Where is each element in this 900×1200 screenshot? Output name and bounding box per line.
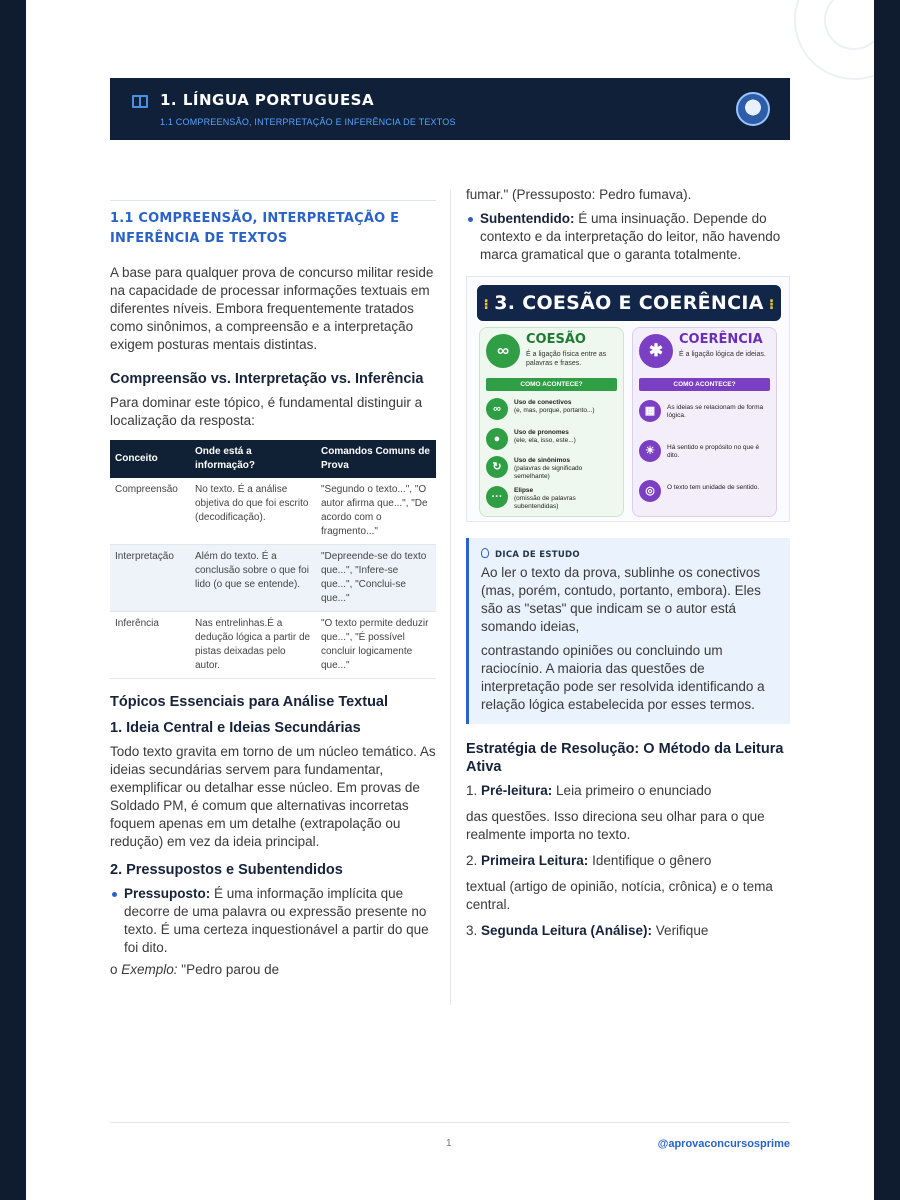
table-cell: No texto. É a análise objetiva do que foi escrito (decodificação). xyxy=(190,478,316,545)
study-tip-box xyxy=(466,538,790,724)
step-3: 3. Segunda Leitura (Análise): Verifique xyxy=(466,923,709,938)
table-cell: "O texto permite deduzir que...", "É possível concluir logicamente que..." xyxy=(316,612,436,679)
study-tip-paragraph-1: Ao ler o texto da prova, sublinhe os conectivos (mas, porém, contudo, portanto, embora). Eles são as "setas" que indicam se o autor está somando ideias, xyxy=(481,565,761,634)
table-cell: "Depreende-se do texto que...", "Infere-se que...", "Conclui-se que..." xyxy=(316,545,436,612)
section-title: 1.1 COMPREENSÃO, INTERPRETAÇÃO E INFERÊNCIA DE TEXTOS xyxy=(110,200,436,249)
coerencia-desc: É a ligação lógica de ideias. xyxy=(679,351,766,358)
right-column xyxy=(466,186,790,940)
brain-icon: ✱ xyxy=(639,334,673,368)
term-definition: É uma informação implícita que decorre de uma palavra ou expressão presente no texto. É uma certeza inquestionável a partir do que foi dito. xyxy=(124,886,429,955)
step-1: 1. Pré-leitura: Leia primeiro o enunciado xyxy=(466,783,712,798)
subentendido-list xyxy=(466,210,790,264)
coesao-how-bar: COMO ACONTECE? xyxy=(486,378,617,391)
intro-paragraph: A base para qualquer prova de concurso militar reside na capacidade de processar informações textuais em diferentes níveis. Embora frequentemente tratados como sinônimos, a compreensão e a interpretação exigem posturas mentais distintas. xyxy=(110,265,434,352)
comparison-table xyxy=(110,440,436,679)
table-cell: Interpretação xyxy=(110,545,190,612)
comparison-intro: Para dominar este tópico, é fundamental distinguir a localização da resposta: xyxy=(110,395,423,428)
social-handle-link[interactable]: @aprovaconcursosprime xyxy=(657,1138,790,1150)
coerencia-how-bar: COMO ACONTECE? xyxy=(639,378,770,391)
table-cell: Inferência xyxy=(110,612,190,679)
coesao-title: COESÃO xyxy=(526,332,586,347)
heading-comparison: Compreensão vs. Interpretação vs. Inferência xyxy=(110,371,424,387)
central-idea-paragraph: Todo texto gravita em torno de um núcleo temático. As ideias secundárias servem para fundamentar, exemplificar ou detalhar esse núcleo. Em provas de Soldado PM, é comum que alternativas incorretas foquem apenas em um detalhe (extrapolação ou redução) em vez da ideia principal. xyxy=(110,744,436,849)
person-icon: ● xyxy=(486,428,508,450)
table-header-cell: Conceito xyxy=(110,440,190,478)
example-label: Exemplo: xyxy=(121,962,178,977)
study-tip-label: DICA DE ESTUDO xyxy=(481,548,780,560)
refresh-icon: ↻ xyxy=(486,456,508,478)
lightbulb-icon: ☀ xyxy=(639,440,661,462)
heading-strategy: Estratégia de Resolução: O Método da Leitura Ativa xyxy=(466,741,784,775)
term-label: Pressuposto: xyxy=(124,886,211,901)
infographic-title: ⁝ 3. COESÃO E COERÊNCIA ⁝ xyxy=(477,285,781,321)
column-divider xyxy=(450,190,451,1005)
link-icon: ∞ xyxy=(486,398,508,420)
document-page xyxy=(26,0,874,1200)
page-number: 1 xyxy=(446,1138,452,1149)
target-icon: ◎ xyxy=(639,480,661,502)
coesao-item: ● Uso de pronomes (ele, ela, isso, este...) xyxy=(486,426,617,454)
continuation-text: fumar." (Pressuposto: Pedro fumava). xyxy=(466,187,692,202)
step-2: 2. Primeira Leitura: Identifique o gênero xyxy=(466,853,712,868)
list-item-presupposition xyxy=(110,885,436,957)
term-definition: É uma insinuação. Depende do contexto e da interpretação do leitor, não havendo marca gramatical que o garanta totalmente. xyxy=(480,211,781,262)
example-text: "Pedro parou de xyxy=(177,962,280,977)
dots-icon: ··· xyxy=(486,486,508,508)
table-row xyxy=(110,545,436,612)
table-row xyxy=(110,478,436,545)
example-line xyxy=(110,961,436,979)
footer-divider xyxy=(110,1122,790,1123)
chapter-title: 1. LÍNGUA PORTUGUESA xyxy=(160,91,375,109)
wolf-logo-icon xyxy=(736,92,770,126)
presupposition-list xyxy=(110,885,436,957)
study-tip-paragraph-2: contrastando opiniões ou concluindo um raciocínio. A maioria das questões de interpretação pode ser resolvida identificando a relação lógica estabelecida por esses termos. xyxy=(481,643,765,712)
table-header-row xyxy=(110,440,436,478)
coerencia-item: ▦ As ideias se relacionam de forma lógica. xyxy=(639,398,770,426)
header-banner xyxy=(110,78,790,140)
coesao-desc: É a ligação física entre as palavras e frases. xyxy=(526,351,607,367)
table-header-cell: Comandos Comuns de Prova xyxy=(316,440,436,478)
puzzle-icon: ▦ xyxy=(639,400,661,422)
table-row xyxy=(110,612,436,679)
table-header-cell: Onde está a informação? xyxy=(190,440,316,478)
coesao-item: ∞ Uso de conectivos (e, mas, porque, portanto...) xyxy=(486,396,617,424)
link-icon: ∞ xyxy=(486,334,520,368)
table-cell: "Segundo o texto...", "O autor afirma que...", "De acordo com o fragmento..." xyxy=(316,478,436,545)
lightbulb-icon xyxy=(481,548,489,558)
heading-presuppositions: 2. Pressupostos e Subentendidos xyxy=(110,862,343,878)
heading-central-idea: 1. Ideia Central e Ideias Secundárias xyxy=(110,720,361,736)
coerencia-item: ☀ Há sentido e propósito no que é dito. xyxy=(639,438,770,466)
coerencia-title: COERÊNCIA xyxy=(679,332,763,347)
table-cell: Além do texto. É a conclusão sobre o que foi lido (o que se entende). xyxy=(190,545,316,612)
list-item-subentendido xyxy=(466,210,790,264)
table-cell: Compreensão xyxy=(110,478,190,545)
heading-topics: Tópicos Essenciais para Análise Textual xyxy=(110,694,389,710)
cohesion-coherence-infographic xyxy=(466,276,790,522)
coesao-card xyxy=(479,327,624,517)
step-1-continuation: das questões. Isso direciona seu olhar para o que realmente importa no texto. xyxy=(466,809,765,842)
coerencia-card xyxy=(632,327,777,517)
coesao-item: ··· Elipse (omissão de palavras subentendidas) xyxy=(486,484,617,512)
book-icon xyxy=(132,95,148,108)
step-2-continuation: textual (artigo de opinião, notícia, crônica) e o tema central. xyxy=(466,879,773,912)
term-label: Subentendido: xyxy=(480,211,575,226)
chapter-subtitle: 1.1 COMPREENSÃO, INTERPRETAÇÃO E INFERÊNCIA DE TEXTOS xyxy=(160,117,456,127)
coesao-item: ↻ Uso de sinônimos (palavras de significado semelhante) xyxy=(486,454,617,482)
left-column xyxy=(110,200,436,979)
table-cell: Nas entrelinhas.É a dedução lógica a partir de pistas deixadas pelo autor. xyxy=(190,612,316,679)
coerencia-item: ◎ O texto tem unidade de sentido. xyxy=(639,478,770,506)
example-marker: o xyxy=(110,962,122,977)
